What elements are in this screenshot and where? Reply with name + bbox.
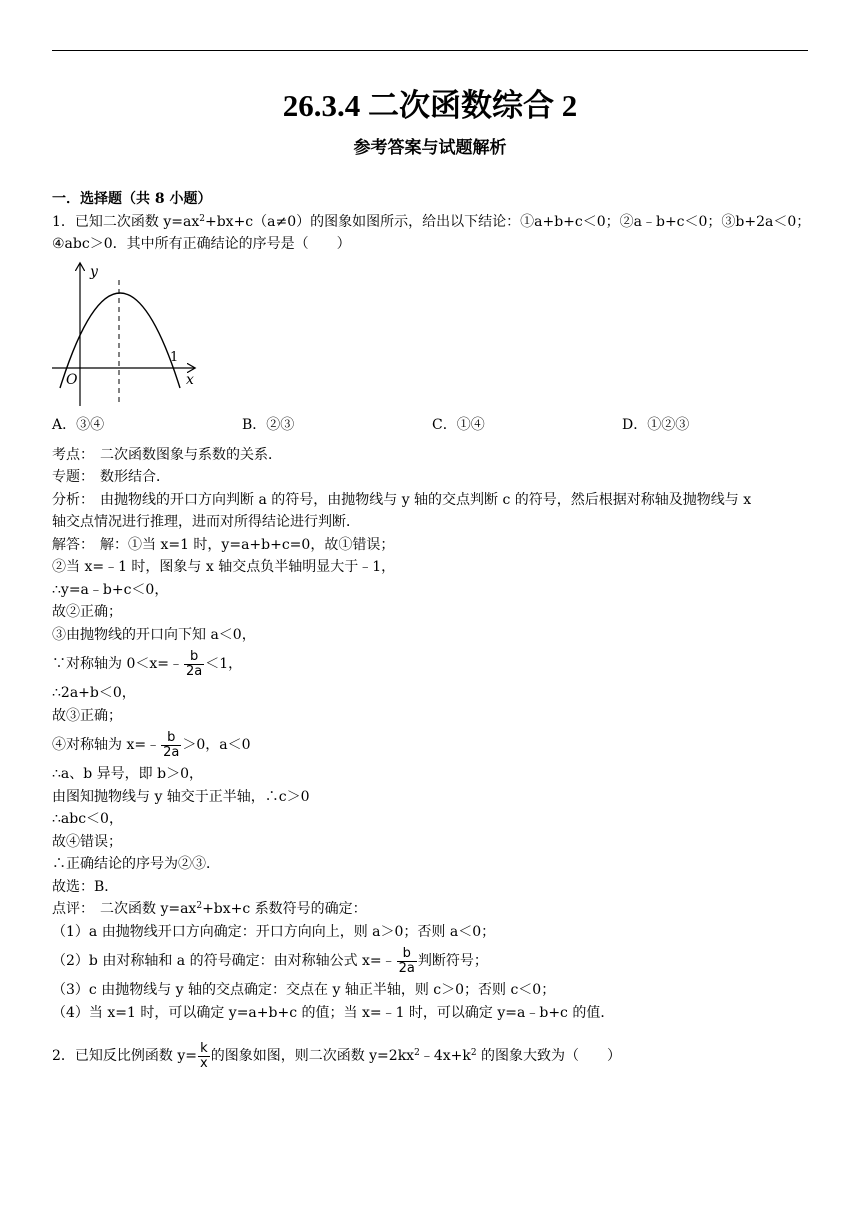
solution-step: ∵对称轴为 0＜x=﹣ $\frac{b}{2a}$ ＜1，	[52, 648, 243, 679]
dianping-row: 点评： 二次函数 $y=ax^2+bx+c$ 系数符号的确定：	[52, 898, 812, 921]
page-subtitle: 参考答案与试题解析	[353, 138, 507, 158]
kaodian-row: 考点： 二次函数图象与系数的关系．	[52, 444, 812, 467]
option-a: A．③④	[52, 416, 105, 433]
fenxi-row: 分析： 由抛物线的开口方向判断 a 的符号，由抛物线与 y 轴的交点判断 c 的符号，然后根据对称轴及抛物线与 x	[52, 489, 812, 512]
fenxi-label: 分析：	[52, 491, 94, 508]
comment-point: （3）c 由抛物线与 y 轴的交点确定：交点在 y 轴正半轴，则 c＞0；否则 c＜0；	[52, 982, 556, 998]
comment-point: （2）b 由对称轴和 a 的符号确定：由对称轴公式 x=﹣ $\frac{b}{2a}$ 判断符号；	[52, 945, 488, 976]
option-b: B．②③	[242, 416, 295, 433]
solution-step: 故②正确；	[52, 604, 122, 620]
document-body	[52, 188, 812, 1074]
solution-step: ④对称轴为 x=﹣ $\frac{b}{2a}$ ＞0，a＜0	[52, 729, 251, 760]
zhuanti-row: 专题： 数形结合．	[52, 466, 812, 489]
solution-step: ∴abc＜0，	[52, 811, 123, 827]
y-axis-label: y	[90, 263, 98, 280]
solution-step: 故选：B．	[52, 878, 119, 895]
solution-step: ∴a、b 异号，即 b＞0，	[52, 766, 203, 782]
parabola-curve	[60, 293, 180, 388]
solution-step: 故④错误；	[52, 833, 122, 850]
fraction-k-over-x: $\frac{k}{x}$	[200, 1040, 208, 1071]
x-axis-label: x	[186, 371, 194, 388]
parabola-graph	[52, 260, 202, 410]
kaodian-label: 考点：	[52, 446, 94, 463]
jieda-row: 解答： 解：①当 x=1 时，y=a+b+c=0，故①错误；	[52, 534, 812, 557]
top-rule	[52, 50, 808, 51]
origin-label: O	[66, 371, 78, 388]
q1-stem-line2: ④abc＞0．其中所有正确结论的序号是（ ）	[52, 236, 351, 252]
root-label: 1	[170, 349, 179, 365]
comment-point: （1）a 由抛物线开口方向确定：开口方向向上，则 a＞0；否则 a＜0；	[52, 923, 496, 940]
dianping-label: 点评：	[52, 901, 94, 917]
solution-step: ②当 x=﹣1 时，图象与 x 轴交点负半轴明显大于﹣1，	[52, 559, 396, 575]
fraction-b-over-2a: $\frac{b}{2a}$	[398, 945, 415, 976]
page-title: 26.3.4 二次函数综合 2	[282, 88, 578, 123]
q1-options	[52, 414, 812, 436]
solution-step: 由图知抛物线与 y 轴交于正半轴，∴c＞0	[52, 788, 310, 805]
solution-step: ∴正确结论的序号为②③．	[52, 856, 220, 872]
solution-step: 故③正确；	[52, 707, 122, 724]
fenxi-row-2: 轴交点情况进行推理，进而对所得结论进行判断．	[52, 514, 360, 530]
solution-step: ∴y=a﹣b+c＜0，	[52, 581, 169, 598]
comment-point: （4）当 x=1 时，可以确定 y=a+b+c 的值；当 x=﹣1 时，可以确定 y=a﹣b+c 的值．	[52, 1004, 615, 1021]
option-d: D．①②③	[622, 416, 690, 433]
fraction-b-over-2a: $\frac{b}{2a}$	[185, 648, 203, 679]
solution-step: ③由抛物线的开口向下知 a＜0，	[52, 626, 256, 643]
section-heading: 一．选择题（共 8 小题）	[52, 191, 212, 207]
option-c: C．①④	[432, 416, 485, 433]
solution-step: ∴2a+b＜0，	[52, 685, 136, 701]
q2-stem: 2．已知反比例函数 y= $\frac{k}{x}$ 的图象如图，则二次函数 $y=2kx^2﹣4x+k^2$ 的图象大致为（ ）	[52, 1040, 622, 1071]
zhuanti-label: 专题：	[52, 469, 94, 485]
fraction-b-over-2a: $\frac{b}{2a}$	[163, 729, 180, 760]
q1-stem-line1: 1．已知二次函数 $y=ax^2+bx+c(a\ne 0)$的图象如图所示，给出以下结论：①a+b+c＜0；②a﹣b+c＜0；③b+2a＜0；	[52, 213, 811, 230]
jieda-label: 解答：	[52, 536, 94, 553]
